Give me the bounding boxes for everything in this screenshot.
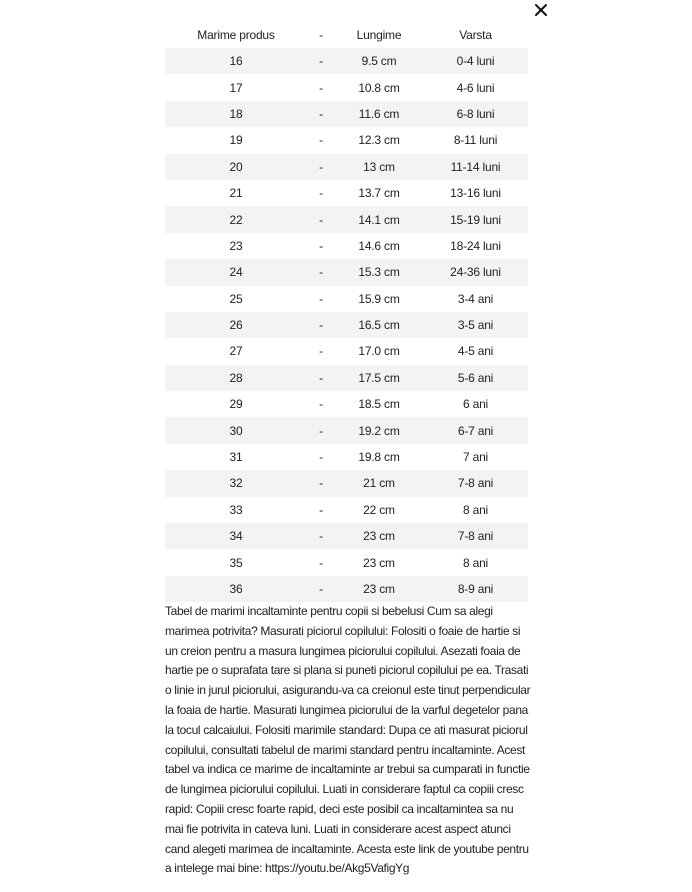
cell-age: 4-5 ani	[423, 338, 528, 364]
cell-separator: -	[307, 576, 335, 602]
cell-age: 8 ani	[423, 549, 528, 575]
cell-separator: -	[307, 101, 335, 127]
table-row	[165, 470, 528, 496]
cell-size: 20	[165, 154, 307, 180]
cell-separator: -	[307, 48, 335, 74]
cell-size: 17	[165, 74, 307, 100]
cell-length: 22 cm	[335, 497, 423, 523]
cell-length: 16.5 cm	[335, 312, 423, 338]
table-header-row	[165, 22, 528, 48]
table-row	[165, 74, 528, 100]
table-row	[165, 576, 528, 602]
table-row	[165, 233, 528, 259]
cell-age: 13-16 luni	[423, 180, 528, 206]
cell-size: 26	[165, 312, 307, 338]
cell-separator: -	[307, 470, 335, 496]
cell-size: 24	[165, 259, 307, 285]
cell-length: 15.3 cm	[335, 259, 423, 285]
cell-length: 15.9 cm	[335, 286, 423, 312]
cell-age: 7-8 ani	[423, 523, 528, 549]
table-row	[165, 259, 528, 285]
cell-size: 18	[165, 101, 307, 127]
cell-separator: -	[307, 391, 335, 417]
cell-length: 21 cm	[335, 470, 423, 496]
table-row	[165, 391, 528, 417]
cell-size: 30	[165, 417, 307, 443]
cell-age: 6-8 luni	[423, 101, 528, 127]
cell-age: 3-4 ani	[423, 286, 528, 312]
cell-length: 23 cm	[335, 523, 423, 549]
cell-age: 4-6 luni	[423, 74, 528, 100]
table-row	[165, 286, 528, 312]
cell-length: 14.1 cm	[335, 206, 423, 232]
cell-length: 9.5 cm	[335, 48, 423, 74]
cell-separator: -	[307, 549, 335, 575]
cell-size: 34	[165, 523, 307, 549]
cell-size: 16	[165, 48, 307, 74]
cell-age: 3-5 ani	[423, 312, 528, 338]
cell-age: 0-4 luni	[423, 48, 528, 74]
cell-separator: -	[307, 180, 335, 206]
cell-size: 19	[165, 127, 307, 153]
cell-age: 11-14 luni	[423, 154, 528, 180]
header-age: Varsta	[459, 28, 492, 42]
table-row	[165, 444, 528, 470]
header-length: Lungime	[356, 28, 402, 42]
table-row	[165, 154, 528, 180]
cell-length: 11.6 cm	[335, 101, 423, 127]
header-size: Marime produs	[197, 28, 275, 42]
cell-size: 33	[165, 497, 307, 523]
table-row	[165, 365, 528, 391]
cell-size: 22	[165, 206, 307, 232]
cell-age: 7 ani	[423, 444, 528, 470]
cell-age: 7-8 ani	[423, 470, 528, 496]
size-chart-table	[165, 22, 528, 602]
cell-length: 14.6 cm	[335, 233, 423, 259]
cell-size: 32	[165, 470, 307, 496]
cell-length: 17.0 cm	[335, 338, 423, 364]
table-row	[165, 206, 528, 232]
cell-length: 13.7 cm	[335, 180, 423, 206]
cell-separator: -	[307, 444, 335, 470]
cell-separator: -	[307, 154, 335, 180]
cell-length: 19.8 cm	[335, 444, 423, 470]
cell-size: 23	[165, 233, 307, 259]
cell-age: 8 ani	[423, 497, 528, 523]
cell-separator: -	[307, 365, 335, 391]
cell-size: 27	[165, 338, 307, 364]
cell-separator: -	[307, 127, 335, 153]
table-row	[165, 180, 528, 206]
cell-separator: -	[307, 417, 335, 443]
cell-separator: -	[307, 523, 335, 549]
table-row	[165, 101, 528, 127]
cell-separator: -	[307, 233, 335, 259]
cell-age: 8-11 luni	[423, 127, 528, 153]
cell-size: 35	[165, 549, 307, 575]
cell-separator: -	[307, 338, 335, 364]
cell-separator: -	[307, 286, 335, 312]
cell-length: 18.5 cm	[335, 391, 423, 417]
cell-age: 24-36 luni	[423, 259, 528, 285]
cell-size: 21	[165, 180, 307, 206]
close-icon	[530, 0, 552, 22]
cell-age: 8-9 ani	[423, 576, 528, 602]
table-row	[165, 338, 528, 364]
cell-size: 28	[165, 365, 307, 391]
cell-separator: -	[307, 74, 335, 100]
cell-separator: -	[307, 206, 335, 232]
cell-length: 10.8 cm	[335, 74, 423, 100]
table-row	[165, 417, 528, 443]
cell-length: 13 cm	[335, 154, 423, 180]
table-row	[165, 127, 528, 153]
cell-length: 23 cm	[335, 576, 423, 602]
cell-size: 25	[165, 286, 307, 312]
cell-length: 23 cm	[335, 549, 423, 575]
cell-length: 17.5 cm	[335, 365, 423, 391]
cell-size: 29	[165, 391, 307, 417]
size-guide-description: Tabel de marimi incaltaminte pentru copii si bebelusi Cum sa alegi marimea potrivita? Masurati piciorul copilului: Folositi o foaie de hartie si un creion pentru a masura lungimea piciorului copilului. Asezati foaia de hartie pe o suprafata tare si plana si puneti piciorul copilului pe ea. Trasati o linie in jurul piciorului, asigurandu-va ca creionul este tinut perpendicular la foaia de hartie. Masurati lungimea piciorului de la varful degetelor pana la tocul calcaiului. Folositi marimile standard: Dupa ce ati masurat piciorul copilului, consultati tabelul de marimi standard pentru incaltaminte. Acest tabel va indica ce marime de incaltaminte ar trebui sa cumparati in functie de lungimea piciorului copilului. Luati in considerare faptul ca copiii cresc rapid: Copiii cresc foarte rapid, deci este posibil ca incaltamintea sa nu mai fie potrivita in cateva luni. Luati in considerare acest aspect atunci cand alegeti marimea de incaltaminte. Acesta este link de youtube pentru a intelege mai bine: https://youtu.be/Akg5VafigYg	[165, 604, 531, 876]
close-button[interactable]	[530, 0, 552, 22]
cell-separator: -	[307, 497, 335, 523]
cell-length: 12.3 cm	[335, 127, 423, 153]
cell-age: 6-7 ani	[423, 417, 528, 443]
table-row	[165, 497, 528, 523]
table-row	[165, 523, 528, 549]
cell-length: 19.2 cm	[335, 417, 423, 443]
table-row	[165, 312, 528, 338]
table-row	[165, 549, 528, 575]
cell-age: 18-24 luni	[423, 233, 528, 259]
cell-size: 36	[165, 576, 307, 602]
cell-age: 6 ani	[423, 391, 528, 417]
cell-age: 15-19 luni	[423, 206, 528, 232]
cell-age: 5-6 ani	[423, 365, 528, 391]
header-separator: -	[319, 28, 323, 42]
cell-size: 31	[165, 444, 307, 470]
cell-separator: -	[307, 259, 335, 285]
table-row	[165, 48, 528, 74]
cell-separator: -	[307, 312, 335, 338]
